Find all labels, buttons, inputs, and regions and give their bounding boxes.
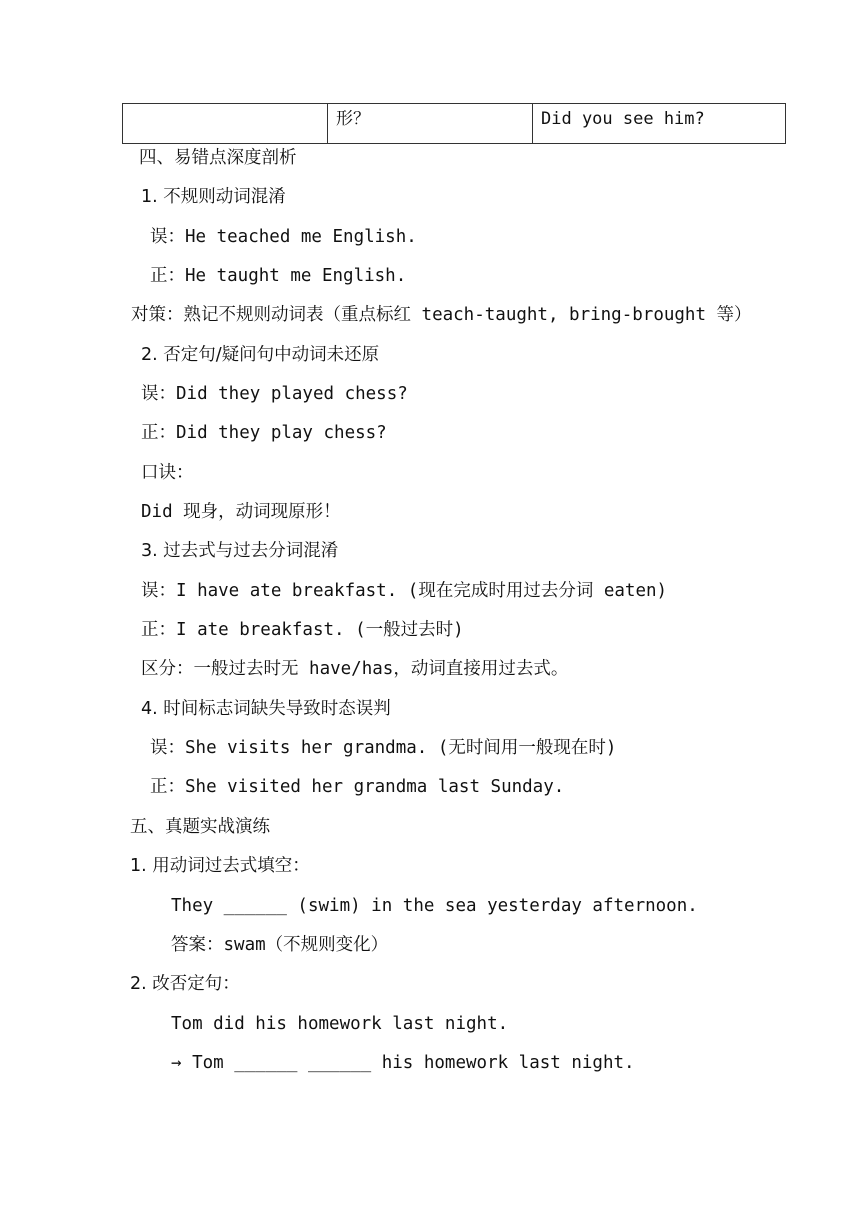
- question-2-title: 2. 改否定句：: [130, 974, 240, 994]
- question-2-transform: → Tom ______ ______ his homework last night.: [171, 1053, 635, 1073]
- item-4-right-example: 正：She visited her grandma last Sunday.: [150, 777, 565, 797]
- item-2-title: 2. 否定句/疑问句中动词未还原: [141, 345, 380, 365]
- item-3-distinction: 区分：一般过去时无 have/has，动词直接用过去式。: [141, 659, 569, 679]
- table-row: [123, 104, 786, 144]
- table-cell: Did you see him?: [533, 104, 786, 144]
- item-3-wrong-example: 误：I have ate breakfast. (现在完成时用过去分词 eaten): [141, 581, 668, 601]
- item-4-wrong-example: 误：She visits her grandma. (无时间用一般现在时): [150, 738, 617, 758]
- item-1-strategy: 对策：熟记不规则动词表（重点标红 teach-taught, bring-brought 等）: [131, 305, 752, 325]
- table-cell: [123, 104, 328, 144]
- item-3-title: 3. 过去式与过去分词混淆: [141, 541, 339, 561]
- question-1-title: 1. 用动词过去式填空：: [130, 856, 310, 876]
- item-1-wrong-example: 误：He teached me English.: [150, 227, 417, 247]
- item-1-title: 1. 不规则动词混淆: [141, 187, 286, 207]
- item-1-right-example: 正：He taught me English.: [150, 266, 407, 286]
- table-cell: 形？: [328, 104, 533, 144]
- item-2-mnemonic-label: 口诀：: [141, 463, 194, 483]
- section-4-heading: 四、易错点深度剖析: [139, 148, 297, 168]
- item-4-title: 4. 时间标志词缺失导致时态误判: [141, 699, 391, 719]
- section-5-heading: 五、真题实战演练: [130, 817, 270, 837]
- question-2-sentence: Tom did his homework last night.: [171, 1014, 509, 1034]
- item-2-wrong-example: 误：Did they played chess?: [141, 384, 408, 404]
- question-1-sentence: They ______ (swim) in the sea yesterday afternoon.: [171, 896, 698, 916]
- item-3-right-example: 正：I ate breakfast. (一般过去时): [141, 620, 464, 640]
- example-table: [122, 103, 786, 144]
- item-2-mnemonic: Did 现身，动词现原形！: [141, 502, 341, 522]
- item-2-right-example: 正：Did they play chess?: [141, 423, 387, 443]
- question-1-answer: 答案：swam（不规则变化）: [171, 935, 389, 955]
